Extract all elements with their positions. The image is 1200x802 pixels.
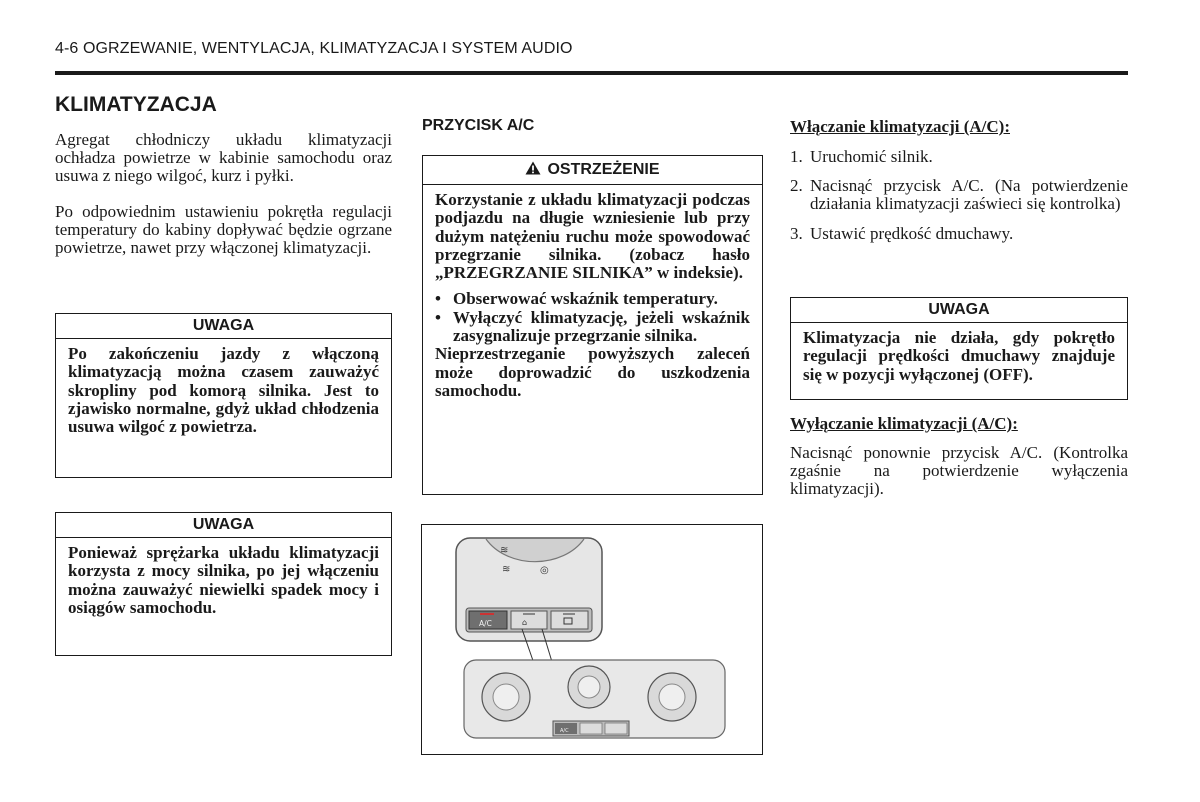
note-text: Po zakończeniu jazdy z włączoną klimatyzacją można czasem zauważyć skropliny pod komorą silnika. Jest to zjawisko normalne, gdyż układ chłodzenia usuwa wilgoć z powietrza. bbox=[68, 344, 379, 437]
note-title: UWAGA bbox=[56, 513, 391, 538]
svg-text:⌂: ⌂ bbox=[522, 618, 528, 627]
warning-title-row bbox=[423, 156, 762, 185]
step-item bbox=[790, 177, 1128, 213]
note-box-condensation bbox=[55, 313, 392, 478]
step-text: Uruchomić silnik. bbox=[810, 147, 933, 166]
bullet-text: Obserwować wskaźnik temperatury. bbox=[453, 289, 718, 309]
note-box-off bbox=[790, 297, 1128, 400]
ac-on-steps bbox=[790, 148, 1128, 243]
warning-footer: Nieprzestrzeganie powyższych zaleceń może doprowadzić do uszkodzenia samochodu. bbox=[435, 344, 750, 400]
warning-title: OSTRZEŻENIE bbox=[547, 161, 660, 178]
panel-ac-label: A/C bbox=[560, 728, 569, 734]
climate-panel-illustration bbox=[422, 525, 761, 753]
temperature-paragraph: Po odpowiednim ustawieniu pokrętła regulacji temperatury do kabiny dopływać będzie ogrzane powietrze, nawet przy włączonej klimatyzacji. bbox=[55, 202, 392, 258]
warning-box bbox=[422, 155, 763, 495]
svg-text:≋: ≋ bbox=[502, 564, 511, 575]
warning-bullet: • Wyłączyć klimatyzację, jeżeli wskaźnik zasygnalizuje przegrzanie silnika. bbox=[435, 307, 750, 346]
header-rule bbox=[55, 71, 1128, 75]
ac-on-heading: Włączanie klimatyzacji (A/C): bbox=[790, 117, 1010, 136]
svg-text:≋: ≋ bbox=[500, 545, 509, 556]
step-number: 2. bbox=[790, 176, 803, 196]
svg-text:◎: ◎ bbox=[540, 565, 549, 576]
step-number: 3. bbox=[790, 223, 803, 243]
note-text: Ponieważ sprężarka układu klimatyzacji korzysta z mocy silnika, po jej włączeniu można zauważyć niewielki spadek mocy i osiągów samochodu. bbox=[68, 543, 379, 617]
ac-button-heading: PRZYCISK A/C bbox=[422, 117, 535, 134]
warning-bullet: • Obserwować wskaźnik temperatury. bbox=[435, 290, 750, 308]
step-text: Ustawić prędkość dmuchawy. bbox=[810, 223, 1014, 243]
step-item bbox=[790, 148, 1128, 166]
warning-text: Korzystanie z układu klimatyzacji podczas podjazdu na długie wzniesienie lub przy dużym natężeniu ruchu może spowodować przegrzanie silnika. (zobacz hasło „PRZEGRZANIE SILNIKA” w indeksie). bbox=[435, 190, 750, 283]
note-box-power bbox=[55, 512, 392, 656]
note-title: UWAGA bbox=[791, 298, 1127, 323]
inset-ac-label: A/C bbox=[479, 619, 492, 628]
step-text: Nacisnąć przycisk A/C. (Na potwierdzenie działania klimatyzacji zaświeci się kontrolka) bbox=[810, 176, 1128, 214]
page-header: 4-6 OGRZEWANIE, WENTYLACJA, KLIMATYZACJA I SYSTEM AUDIO bbox=[55, 40, 573, 57]
step-item bbox=[790, 225, 1128, 243]
ac-off-heading: Wyłączanie klimatyzacji (A/C): bbox=[790, 414, 1018, 433]
step-number: 1. bbox=[790, 147, 803, 166]
ac-off-text: Nacisnąć ponownie przycisk A/C. (Kontrolka zgaśnie na potwierdzenie wyłączenia klimatyzacji). bbox=[790, 443, 1128, 499]
section-title: KLIMATYZACJA bbox=[55, 93, 217, 116]
warning-triangle-icon bbox=[525, 161, 541, 175]
climate-control-figure bbox=[421, 524, 763, 755]
note-title: UWAGA bbox=[56, 314, 391, 339]
bullet-text: Wyłączyć klimatyzację, jeżeli wskaźnik zasygnalizuje przegrzanie silnika. bbox=[453, 307, 750, 346]
note-text: Klimatyzacja nie działa, gdy pokrętło regulacji prędkości dmuchawy znajduje się w pozycji wyłączonej (OFF). bbox=[803, 328, 1115, 384]
intro-paragraph: Agregat chłodniczy układu klimatyzacji ochładza powietrze w kabinie samochodu oraz usuwa z niego wilgoć, kurz i pyłki. bbox=[55, 130, 392, 186]
